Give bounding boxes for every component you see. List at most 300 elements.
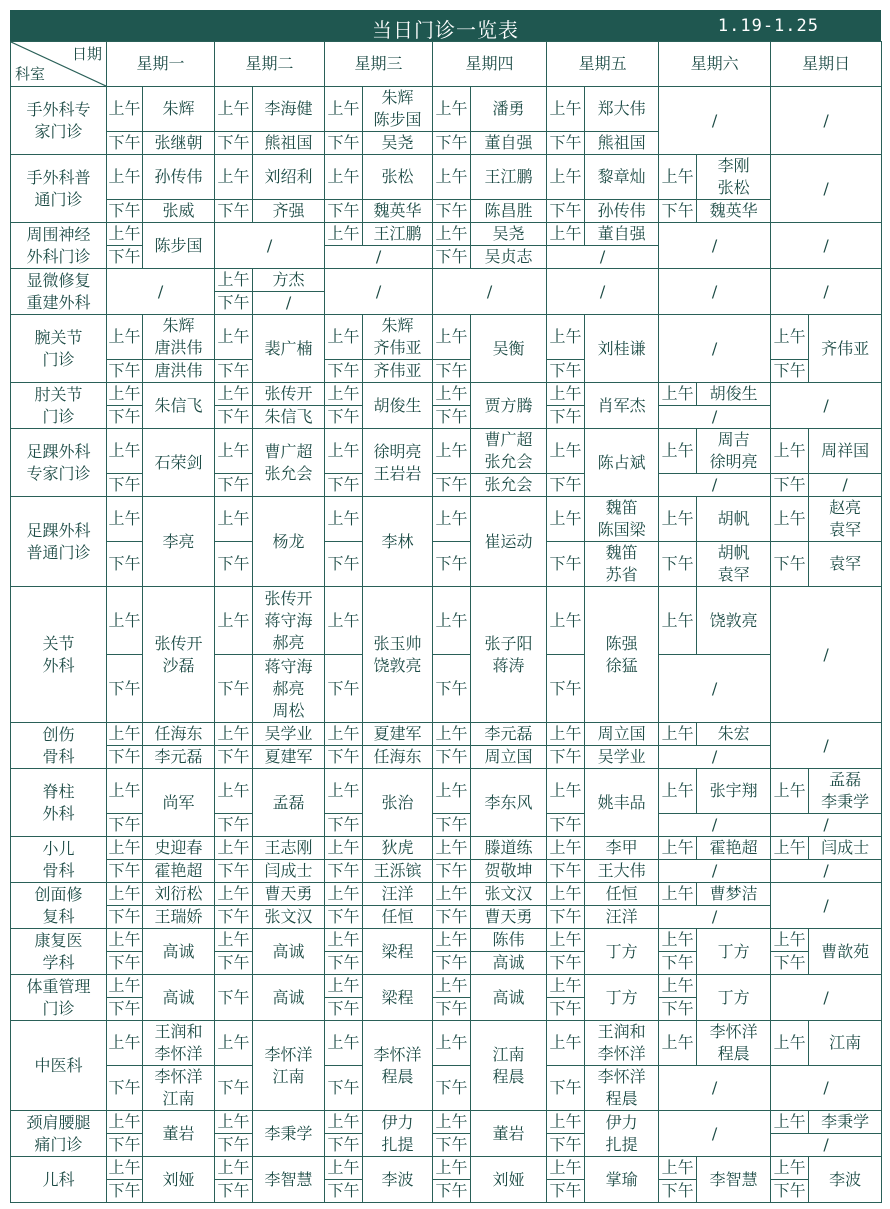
session-label-am: 上午 (771, 837, 809, 860)
session-label-am: 上午 (215, 587, 253, 655)
session-label-am: 上午 (659, 883, 697, 906)
no-clinic-slash: / (771, 383, 882, 429)
session-label-pm: 下午 (107, 860, 143, 883)
page-title: 当日门诊一览表 (372, 18, 519, 42)
doctor-cell-pm: 吴贞志 (471, 246, 547, 269)
no-clinic-slash: / (547, 269, 659, 315)
no-clinic-slash: / (771, 814, 882, 837)
session-label-pm: 下午 (215, 1066, 253, 1111)
session-label-pm: 下午 (547, 814, 585, 837)
no-clinic-slash: / (771, 87, 882, 155)
session-label-am: 上午 (325, 769, 363, 814)
doctor-cell: 李智慧 (697, 1157, 771, 1203)
session-label-pm: 下午 (433, 655, 471, 723)
table-row (11, 1111, 882, 1134)
doctor-cell-pm: 张允会 (471, 474, 547, 497)
session-label-am: 上午 (107, 155, 143, 200)
doctor-cell-am: 李怀洋 程晨 (697, 1021, 771, 1066)
session-label-am: 上午 (659, 383, 697, 406)
doctor-cell: 张治 (363, 769, 433, 837)
department-name: 足踝外科 专家门诊 (11, 429, 107, 497)
session-label-am: 上午 (547, 1111, 585, 1134)
session-label-am: 上午 (325, 723, 363, 746)
doctor-cell-am: 吴尧 (471, 223, 547, 246)
doctor-cell-pm: 熊祖国 (585, 132, 659, 155)
department-name: 手外科专 家门诊 (11, 87, 107, 155)
table-row (11, 497, 882, 542)
session-label-am: 上午 (107, 1157, 143, 1180)
session-label-am: 上午 (215, 155, 253, 200)
doctor-cell: 李智慧 (253, 1157, 325, 1203)
no-clinic-slash: / (325, 246, 433, 269)
session-label-pm: 下午 (325, 746, 363, 769)
session-label-am: 上午 (659, 837, 697, 860)
session-label-am: 上午 (659, 975, 697, 998)
session-label-am: 上午 (107, 883, 143, 906)
no-clinic-slash: / (659, 655, 771, 723)
session-label-pm: 下午 (215, 906, 253, 929)
session-label-am: 上午 (107, 1021, 143, 1066)
day-header: 星期六 (659, 42, 771, 87)
table-row (11, 542, 882, 587)
session-label-am: 上午 (325, 929, 363, 952)
no-clinic-slash: / (659, 906, 771, 929)
doctor-cell-pm: 张继朝 (143, 132, 215, 155)
clinic-schedule-table (10, 41, 882, 1203)
session-label-pm: 下午 (107, 952, 143, 975)
doctor-cell-am: 张传开 蒋守海 郝亮 (253, 587, 325, 655)
session-label-am: 上午 (215, 497, 253, 542)
no-clinic-slash: / (107, 269, 215, 315)
doctor-cell: 徐明亮 王岩岩 (363, 429, 433, 497)
doctor-cell-pm: / (809, 474, 882, 497)
session-label-am: 上午 (771, 929, 809, 952)
table-row (11, 155, 882, 200)
session-label-am: 上午 (433, 223, 471, 246)
session-label-pm: 下午 (215, 132, 253, 155)
session-label-am: 上午 (547, 975, 585, 998)
department-name: 创面修 复科 (11, 883, 107, 929)
doctor-cell-am: 史迎春 (143, 837, 215, 860)
session-label-pm: 下午 (547, 952, 585, 975)
doctor-cell-pm: / (253, 292, 325, 315)
corner-date-label: 日期 (71, 45, 102, 63)
doctor-cell-pm: 曹天勇 (471, 906, 547, 929)
session-label-pm: 下午 (107, 746, 143, 769)
department-name: 康复医 学科 (11, 929, 107, 975)
day-header: 星期二 (215, 42, 325, 87)
session-label-am: 上午 (107, 315, 143, 360)
session-label-am: 上午 (215, 883, 253, 906)
doctor-cell: 刘桂谦 (585, 315, 659, 383)
table-row (11, 929, 882, 952)
session-label-pm: 下午 (325, 998, 363, 1021)
doctor-cell-am: 曹天勇 (253, 883, 325, 906)
doctor-cell-am: 李秉学 (809, 1111, 882, 1134)
session-label-pm: 下午 (547, 200, 585, 223)
session-label-am: 上午 (433, 587, 471, 655)
doctor-cell-am: 董自强 (585, 223, 659, 246)
no-clinic-slash: / (659, 87, 771, 155)
doctor-cell-pm: 闫成士 (253, 860, 325, 883)
session-label-am: 上午 (107, 975, 143, 998)
session-label-pm: 下午 (547, 860, 585, 883)
session-label-pm: 下午 (325, 1134, 363, 1157)
doctor-cell-am: 张松 (363, 155, 433, 200)
doctor-cell-am: 李海健 (253, 87, 325, 132)
doctor-cell: 李林 (363, 497, 433, 587)
session-label-pm: 下午 (771, 952, 809, 975)
session-label-am: 上午 (107, 429, 143, 474)
doctor-cell: 石荣剑 (143, 429, 215, 497)
session-label-pm: 下午 (771, 1180, 809, 1203)
session-label-am: 上午 (771, 1021, 809, 1066)
department-name: 创伤 骨科 (11, 723, 107, 769)
doctor-cell-pm: 李怀洋 程晨 (585, 1066, 659, 1111)
session-label-pm: 下午 (107, 1134, 143, 1157)
date-range: 1.19-1.25 (717, 16, 819, 36)
no-clinic-slash: / (659, 746, 771, 769)
doctor-cell-pm: 袁罕 (809, 542, 882, 587)
doctor-cell-pm: 魏笛 苏省 (585, 542, 659, 587)
doctor-cell: 张传开 沙磊 (143, 587, 215, 723)
session-label-am: 上午 (433, 837, 471, 860)
doctor-cell: 姚丰品 (585, 769, 659, 837)
doctor-cell: 曹歆苑 (809, 929, 882, 975)
day-header: 星期五 (547, 42, 659, 87)
session-label-pm: 下午 (107, 542, 143, 587)
session-label-am: 上午 (771, 769, 809, 814)
session-label-pm: 下午 (215, 1134, 253, 1157)
session-label-am: 上午 (325, 1021, 363, 1066)
session-label-pm: 下午 (215, 406, 253, 429)
doctor-cell: 孟磊 (253, 769, 325, 837)
doctor-cell-am: 郑大伟 (585, 87, 659, 132)
doctor-cell-am: 吴学业 (253, 723, 325, 746)
session-label-pm: 下午 (215, 292, 253, 315)
doctor-cell-pm: 任海东 (363, 746, 433, 769)
session-label-pm: 下午 (215, 814, 253, 837)
table-row (11, 814, 882, 837)
doctor-cell-pm: 唐洪伟 (143, 360, 215, 383)
session-label-am: 上午 (215, 87, 253, 132)
doctor-cell-pm: 董自强 (471, 132, 547, 155)
department-name: 颈肩腰腿 痛门诊 (11, 1111, 107, 1157)
session-label-pm: 下午 (547, 746, 585, 769)
session-label-am: 上午 (107, 587, 143, 655)
session-label-am: 上午 (547, 883, 585, 906)
session-label-am: 上午 (107, 837, 143, 860)
doctor-cell: 高诚 (143, 975, 215, 1021)
doctor-cell: 李秉学 (253, 1111, 325, 1157)
doctor-cell-pm: 汪洋 (585, 906, 659, 929)
session-label-pm: 下午 (433, 746, 471, 769)
doctor-cell: 李怀洋 江南 (253, 1021, 325, 1111)
session-label-am: 上午 (433, 429, 471, 474)
session-label-am: 上午 (215, 929, 253, 952)
day-header: 星期四 (433, 42, 547, 87)
doctor-cell-am: 刘衍松 (143, 883, 215, 906)
no-clinic-slash: / (771, 269, 882, 315)
session-label-pm: 下午 (659, 952, 697, 975)
table-row (11, 655, 882, 723)
session-label-pm: 下午 (547, 542, 585, 587)
doctor-cell-pm: 李怀洋 江南 (143, 1066, 215, 1111)
session-label-am: 上午 (107, 223, 143, 246)
doctor-cell-am: 张文汉 (471, 883, 547, 906)
no-clinic-slash: / (659, 269, 771, 315)
session-label-pm: 下午 (215, 655, 253, 723)
department-name: 脊柱 外科 (11, 769, 107, 837)
doctor-cell-am: 汪洋 (363, 883, 433, 906)
session-label-pm: 下午 (325, 814, 363, 837)
doctor-cell-am: 王润和 李怀洋 (143, 1021, 215, 1066)
doctor-cell-am: 李元磊 (471, 723, 547, 746)
session-label-pm: 下午 (547, 360, 585, 383)
doctor-cell: 李东风 (471, 769, 547, 837)
doctor-cell-am: 潘勇 (471, 87, 547, 132)
session-label-am: 上午 (547, 1021, 585, 1066)
doctor-cell: 齐伟亚 (809, 315, 882, 383)
session-label-pm: 下午 (433, 1066, 471, 1111)
doctor-cell-am: 周祥国 (809, 429, 882, 474)
session-label-am: 上午 (215, 723, 253, 746)
no-clinic-slash: / (215, 223, 325, 269)
session-label-am: 上午 (547, 429, 585, 474)
session-label-am: 上午 (433, 383, 471, 406)
doctor-cell: 高诚 (253, 975, 325, 1021)
no-clinic-slash: / (659, 1111, 771, 1157)
session-label-pm: 下午 (547, 474, 585, 497)
doctor-cell-am: 胡俊生 (697, 383, 771, 406)
doctor-cell-am: 任海东 (143, 723, 215, 746)
session-label-am: 上午 (547, 155, 585, 200)
table-row (11, 87, 882, 132)
no-clinic-slash: / (771, 223, 882, 269)
no-clinic-slash: / (659, 814, 771, 837)
doctor-cell-am: 饶敦亮 (697, 587, 771, 655)
session-label-pm: 下午 (325, 200, 363, 223)
session-label-am: 上午 (433, 155, 471, 200)
doctor-cell-am: 黎章灿 (585, 155, 659, 200)
doctor-cell: 伊力 扎提 (585, 1111, 659, 1157)
doctor-cell: 董岩 (471, 1111, 547, 1157)
day-header: 星期日 (771, 42, 882, 87)
doctor-cell-am: 滕道练 (471, 837, 547, 860)
doctor-cell-pm: 张威 (143, 200, 215, 223)
doctor-cell: 梁程 (363, 929, 433, 975)
doctor-cell-am: 张宇翔 (697, 769, 771, 814)
session-label-am: 上午 (771, 429, 809, 474)
doctor-cell: 胡俊生 (363, 383, 433, 429)
session-label-pm: 下午 (433, 200, 471, 223)
doctor-cell-pm: 胡帆 袁罕 (697, 542, 771, 587)
session-label-am: 上午 (433, 315, 471, 360)
doctor-cell: 丁方 (697, 975, 771, 1021)
day-header: 星期一 (107, 42, 215, 87)
doctor-cell-am: 张传开 (253, 383, 325, 406)
session-label-am: 上午 (325, 383, 363, 406)
doctor-cell-pm: 王泺镔 (363, 860, 433, 883)
department-name: 中医科 (11, 1021, 107, 1111)
doctor-cell-pm: 高诚 (471, 952, 547, 975)
table-row (11, 429, 882, 474)
session-label-am: 上午 (325, 837, 363, 860)
doctor-cell: 梁程 (363, 975, 433, 1021)
session-label-pm: 下午 (215, 1180, 253, 1203)
doctor-cell-pm: 贺敬坤 (471, 860, 547, 883)
table-row (11, 746, 882, 769)
doctor-cell-pm: 陈昌胜 (471, 200, 547, 223)
doctor-cell-pm: 魏英华 (697, 200, 771, 223)
doctor-cell: 陈步国 (143, 223, 215, 269)
no-clinic-slash: / (771, 587, 882, 723)
table-row (11, 406, 882, 429)
session-label-am: 上午 (325, 87, 363, 132)
session-label-pm: 下午 (215, 952, 253, 975)
doctor-cell-am: 王润和 李怀洋 (585, 1021, 659, 1066)
session-label-am: 上午 (433, 87, 471, 132)
doctor-cell-pm: 朱信飞 (253, 406, 325, 429)
session-label-pm: 下午 (107, 1180, 143, 1203)
table-row (11, 975, 882, 998)
corner-dept-label: 科室 (15, 65, 46, 83)
doctor-cell: 陈强 徐猛 (585, 587, 659, 723)
doctor-cell-am: 狄虎 (363, 837, 433, 860)
session-label-am: 上午 (107, 497, 143, 542)
session-label-am: 上午 (325, 429, 363, 474)
no-clinic-slash: / (659, 860, 771, 883)
doctor-cell: 掌瑜 (585, 1157, 659, 1203)
no-clinic-slash: / (771, 155, 882, 223)
session-label-am: 上午 (433, 1111, 471, 1134)
session-label-am: 上午 (107, 769, 143, 814)
session-label-pm: 下午 (215, 542, 253, 587)
session-label-am: 上午 (325, 155, 363, 200)
doctor-cell: 吴衡 (471, 315, 547, 383)
doctor-cell-pm: 吴尧 (363, 132, 433, 155)
doctor-cell-am: 陈伟 (471, 929, 547, 952)
doctor-cell-am: 王江鹏 (363, 223, 433, 246)
session-label-am: 上午 (215, 837, 253, 860)
table-row (11, 723, 882, 746)
session-label-am: 上午 (547, 383, 585, 406)
doctor-cell-pm: 魏英华 (363, 200, 433, 223)
session-label-am: 上午 (547, 837, 585, 860)
doctor-cell: 陈占斌 (585, 429, 659, 497)
table-row (11, 587, 882, 655)
doctor-cell: 高诚 (143, 929, 215, 975)
session-label-am: 上午 (659, 769, 697, 814)
session-label-am: 上午 (659, 929, 697, 952)
session-label-am: 上午 (547, 723, 585, 746)
doctor-cell-am: 闫成士 (809, 837, 882, 860)
table-row (11, 860, 882, 883)
session-label-pm: 下午 (215, 860, 253, 883)
session-label-pm: 下午 (107, 132, 143, 155)
session-label-am: 上午 (659, 155, 697, 200)
doctor-cell: 伊力 扎提 (363, 1111, 433, 1157)
session-label-am: 上午 (659, 497, 697, 542)
session-label-am: 上午 (107, 723, 143, 746)
session-label-am: 上午 (107, 87, 143, 132)
session-label-am: 上午 (325, 497, 363, 542)
session-label-am: 上午 (215, 1111, 253, 1134)
session-label-am: 上午 (215, 315, 253, 360)
session-label-am: 上午 (325, 223, 363, 246)
no-clinic-slash: / (771, 723, 882, 769)
doctor-cell-pm: 齐伟亚 (363, 360, 433, 383)
corner-cell (11, 42, 107, 87)
session-label-am: 上午 (547, 587, 585, 655)
doctor-cell: 高诚 (253, 929, 325, 975)
doctor-cell-am: 周立国 (585, 723, 659, 746)
session-label-am: 上午 (771, 497, 809, 542)
doctor-cell: 刘娅 (143, 1157, 215, 1203)
session-label-pm: 下午 (325, 542, 363, 587)
session-label-am: 上午 (433, 769, 471, 814)
doctor-cell: 尚军 (143, 769, 215, 837)
session-label-am: 上午 (547, 87, 585, 132)
session-label-am: 上午 (547, 315, 585, 360)
doctor-cell-am: 赵亮 袁罕 (809, 497, 882, 542)
department-name: 儿科 (11, 1157, 107, 1203)
doctor-cell: 贾方腾 (471, 383, 547, 429)
session-label-pm: 下午 (547, 1180, 585, 1203)
session-label-pm: 下午 (107, 406, 143, 429)
table-row (11, 906, 882, 929)
session-label-pm: 下午 (325, 906, 363, 929)
session-label-pm: 下午 (771, 360, 809, 383)
doctor-cell: 高诚 (471, 975, 547, 1021)
session-label-pm: 下午 (433, 952, 471, 975)
doctor-cell: 丁方 (585, 975, 659, 1021)
doctor-cell-am: 李刚 张松 (697, 155, 771, 200)
no-clinic-slash: / (659, 474, 771, 497)
session-label-am: 上午 (547, 769, 585, 814)
session-label-pm: 下午 (215, 474, 253, 497)
session-label-pm: 下午 (215, 746, 253, 769)
table-row (11, 1021, 882, 1066)
doctor-cell-pm: 吴学业 (585, 746, 659, 769)
session-label-pm: 下午 (433, 1134, 471, 1157)
session-label-am: 上午 (433, 1021, 471, 1066)
session-label-pm: 下午 (107, 655, 143, 723)
doctor-cell-am: 朱宏 (697, 723, 771, 746)
table-row (11, 837, 882, 860)
table-row (11, 223, 882, 246)
doctor-cell: 杨龙 (253, 497, 325, 587)
session-label-am: 上午 (547, 1157, 585, 1180)
session-label-pm: 下午 (107, 246, 143, 269)
session-label-pm: 下午 (325, 860, 363, 883)
no-clinic-slash: / (771, 1134, 882, 1157)
doctor-cell-am: 朱辉 齐伟亚 (363, 315, 433, 360)
session-label-pm: 下午 (215, 200, 253, 223)
session-label-pm: 下午 (325, 1180, 363, 1203)
doctor-cell-am: 胡帆 (697, 497, 771, 542)
department-name: 肘关节 门诊 (11, 383, 107, 429)
table-row (11, 383, 882, 406)
no-clinic-slash: / (659, 223, 771, 269)
doctor-cell: 肖军杰 (585, 383, 659, 429)
session-label-am: 上午 (215, 1157, 253, 1180)
session-label-pm: 下午 (107, 474, 143, 497)
session-label-am: 上午 (659, 1021, 697, 1066)
table-row (11, 883, 882, 906)
doctor-cell-pm: 霍艳超 (143, 860, 215, 883)
session-label-pm: 下午 (107, 360, 143, 383)
